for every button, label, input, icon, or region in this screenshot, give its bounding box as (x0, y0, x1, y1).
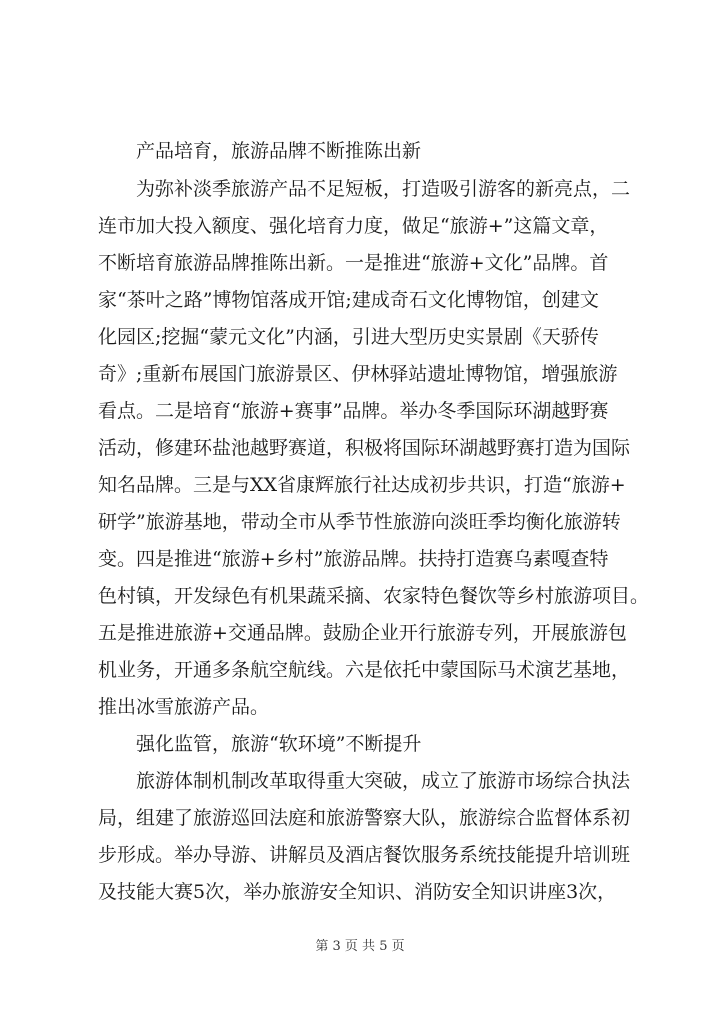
section-heading-supervision: 强化监管，旅游“软环境”不断提升 (136, 733, 422, 755)
paragraph-line: 连市加大投入额度、强化培育力度，做足“旅游+”这篇文章， (98, 215, 609, 237)
paragraph-line: 为弥补淡季旅游产品不足短板，打造吸引游客的新亮点，二 (136, 178, 631, 200)
paragraph-line: 研学”旅游基地，带动全市从季节性旅游向淡旺季均衡化旅游转 (98, 511, 621, 533)
page-footer: 第 3 页 共 5 页 (315, 939, 405, 954)
paragraph-line: 不断培育旅游品牌推陈出新。一是推进“旅游+文化”品牌。首 (98, 252, 609, 274)
paragraph-line: 推出冰雪旅游产品。 (98, 696, 270, 718)
paragraph-line: 及技能大赛5次，举办旅游安全知识、消防安全知识讲座3次， (98, 881, 617, 903)
paragraph-line: 知名品牌。三是与XX省康辉旅行社达成初步共识，打造“旅游+ (98, 474, 626, 496)
paragraph-line: 看点。二是培育“旅游+赛事”品牌。举办冬季国际环湖越野赛 (98, 400, 609, 422)
paragraph-line: 奇》;重新布展国门旅游景区、伊林驿站遗址博物馆，增强旅游 (98, 363, 618, 385)
paragraph-line: 步形成。举办导游、讲解员及酒店餐饮服务系统技能提升培训班 (98, 844, 631, 866)
paragraph-line: 变。四是推进“旅游+乡村”旅游品牌。扶持打造赛乌素嘎查特 (98, 548, 609, 570)
section-heading-product: 产品培育，旅游品牌不断推陈出新 (136, 140, 422, 162)
paragraph-line: 家“茶叶之路”博物馆落成开馆;建成奇石文化博物馆，创建文 (98, 289, 599, 311)
paragraph-line: 化园区;挖掘“蒙元文化”内涵，引进大型历史实景剧《天骄传 (98, 326, 599, 348)
paragraph-line: 色村镇，开发绿色有机果蔬采摘、农家特色餐饮等乡村旅游项目。 (98, 585, 650, 607)
paragraph-line: 五是推进旅游+交通品牌。鼓励企业开行旅游专列，开展旅游包 (98, 622, 627, 644)
paragraph-line: 机业务，开通多条航空航线。六是依托中蒙国际马术演艺基地， (98, 659, 631, 681)
paragraph-line: 旅游体制机制改革取得重大突破，成立了旅游市场综合执法 (136, 770, 631, 792)
paragraph-line: 局，组建了旅游巡回法庭和旅游警察大队，旅游综合监督体系初 (98, 807, 631, 829)
paragraph-line: 活动，修建环盐池越野赛道，积极将国际环湖越野赛打造为国际 (98, 437, 631, 459)
